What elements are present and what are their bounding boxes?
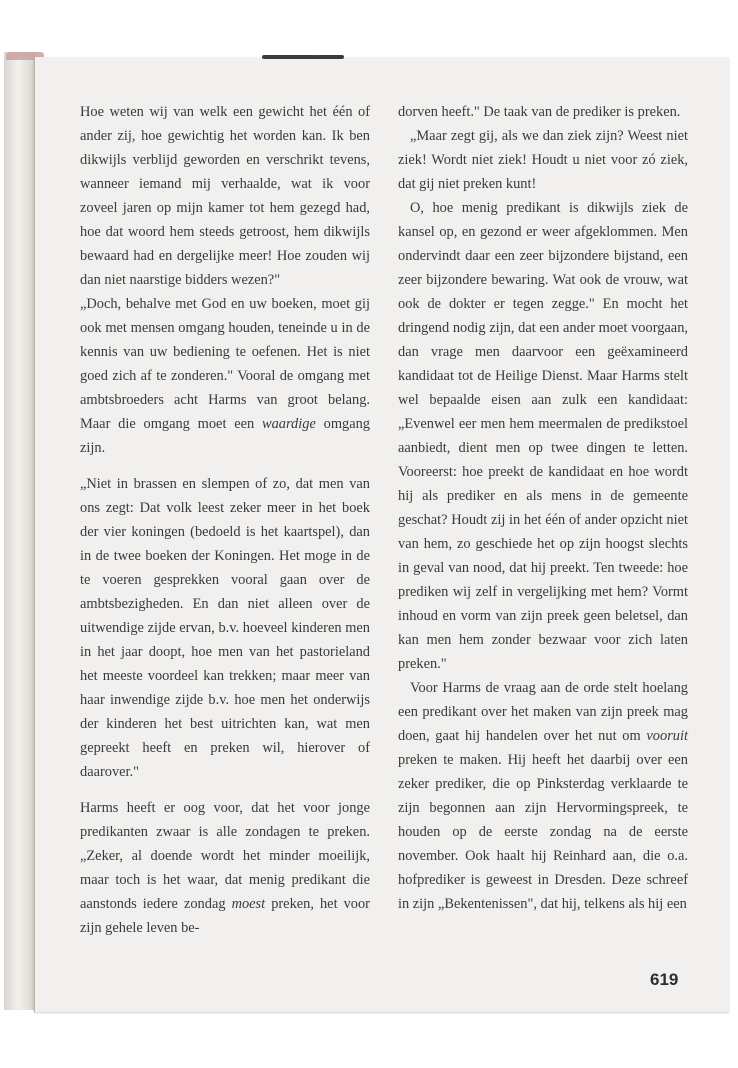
right-paragraph-2: „Maar zegt gij, als we dan ziek zijn? Weest niet ziek! Wordt niet ziek! Houdt u niet voor zó ziek, dat gij niet preken kunt! <box>398 128 688 192</box>
left-paragraph-4: Harms heeft er oog voor, dat het voor jonge predikanten zwaar is alle zondagen te preken. „Zeker, al doende wordt het minder moeilijk, maar toch is het waar, dat menig predikant die aanstonds iedere zondag moest preken, het voor zijn gehele leven be- <box>80 800 370 936</box>
left-paragraph-2: „Doch, behalve met God en uw boeken, moet gij ook met mensen omgang houden, teneinde u in de kennis van uw bediening te oefenen. Het is niet goed zich af te zonderen." Vooral de omgang met ambtsbroeders acht Harms van groot belang. Maar die omgang moet een waardige omgang zijn. <box>80 296 370 456</box>
right-paragraph-1: dorven heeft." De taak van de prediker is preken. <box>398 104 681 120</box>
emphasis-waardige: waardige <box>262 416 316 432</box>
right-paragraph-3: O, hoe menig predikant is dikwijls ziek de kansel op, en gezond er weer afgeklommen. Men ondervindt daar een zeer bijzondere bijstand, een zeer bijzondere bewaring. Wat ook de vrouw, wat ook de dokter er tegen zegge." En mocht het dringend nodig zijn, dat een ander moet voorgaan, dan vrage men daarvoor een geëxamineerd kandidaat tot de Heilige Dienst. Maar Harms stelt wel bepaalde eisen aan zulk een kandidaat: „Evenwel eer men hem meermalen de predikstoel aanbiedt, dient men op twee dingen te letten. Vooreerst: hoe preekt de kandidaat en hoe wordt hij als prediker en als mens in de gemeente geschat? Houdt zij in het één of ander opzicht niet van hem, zo geschiede het op zijn hoogst slechts in geval van nood, dat hij preekt. Ten tweede: hoe prediken wij zelf in vergelijking met hem? Vormt inhoud en vorm van zijn preek geen beletsel, dan kan men hem zonder bezwaar voor zich laten preken." <box>398 200 688 672</box>
page-top-mark-small <box>318 55 344 59</box>
left-paragraph-3: „Niet in brassen en slempen of zo, dat men van ons zegt: Dat volk leest zeker meer in het boek der vier koningen (bedoeld is het kaartspel), dan in de twee boeken der Koningen. Het moge in de te voeren gesprekken vooral gaan over de ambtsbezigheden. En dan niet alleen over de uitwendige zijde ervan, b.v. hoeveel kinderen men in het jaar doopt, hoe men van het pastorieland het meeste voordeel kan trekken; maar meer van haar inwendige zijde b.v. hoe men het onderwijs der kinderen het best uitrichten kan, wat men gepreekt heeft en preken wil, hierover of daarover." <box>80 476 370 780</box>
left-paragraph-1: Hoe weten wij van welk een gewicht het één of ander zij, hoe gewichtig het worden kan. Ik ben dikwijls verblijd geworden en verschrikt tevens, wanneer iemand mij verhaalde, wat ik voor zoveel jaren op mijn kamer tot hem gezegd had, hoe dat woord hem steeds getroost, hem dikwijls bewaard had en dergelijke meer! Hoe zouden wij dan niet naarstige bidders wezen?" <box>80 104 370 288</box>
page-top-mark <box>262 55 320 59</box>
right-column <box>398 100 688 916</box>
emphasis-vooruit: vooruit <box>646 728 688 744</box>
left-column <box>80 100 370 940</box>
emphasis-moest: moest <box>231 896 266 912</box>
page-number: 619 <box>650 970 679 989</box>
right-paragraph-4: Voor Harms de vraag aan de orde stelt hoelang een predikant over het maken van zijn preek mag doen, gaat hij handelen over het nut om vooruit preken te maken. Hij heeft het daarbij over een zeker prediker, die op Pinksterdag verklaarde te zijn begonnen aan zijn Hervormingspreek, te houden op de eerste zondag na de eerste november. Ook haalt hij Reinhard aan, die o.a. hofprediker is geweest in Dresden. Deze schreef in zijn „Bekentenissen", dat hij, telkens als hij een <box>398 680 688 912</box>
book-spine <box>4 52 36 1010</box>
